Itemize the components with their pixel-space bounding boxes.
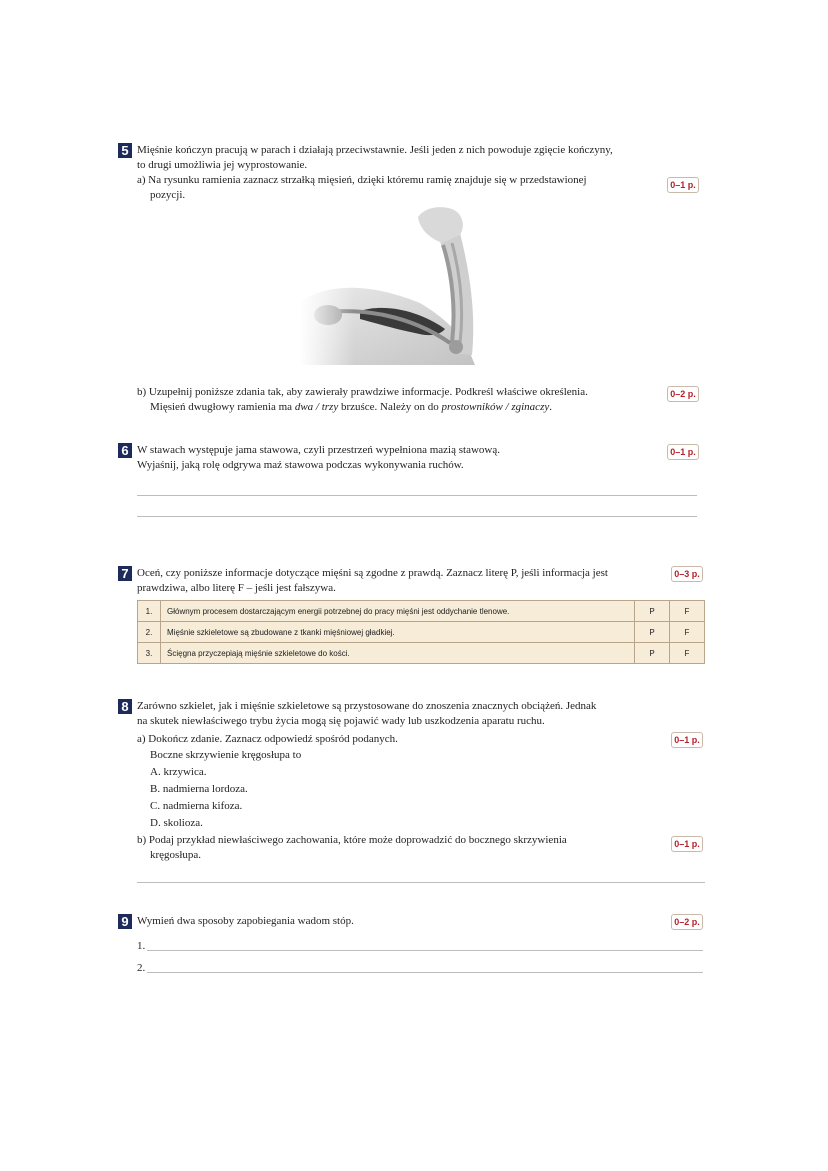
arm-illustration[interactable]	[300, 203, 480, 365]
task-6-line-1: W stawach występuje jama stawowa, czyli przestrzeń wypełniona mazią stawową.	[137, 444, 500, 456]
task-number-badge: 5	[118, 143, 132, 158]
task-number-badge: 6	[118, 443, 132, 458]
option-b[interactable]: B. nadmierna lordoza.	[150, 783, 248, 795]
answer-line-2[interactable]	[147, 972, 703, 973]
false-option[interactable]: F	[670, 643, 705, 664]
task-9-line-1: Wymień dwa sposoby zapobiegania wadom stóp.	[137, 915, 354, 927]
false-option[interactable]: F	[670, 601, 705, 622]
choice-dwa-trzy[interactable]: dwa / trzy	[294, 401, 339, 413]
points-badge-7: 0–3 p.	[671, 566, 703, 582]
option-d[interactable]: D. skolioza.	[150, 817, 203, 829]
points-badge-8b: 0–1 p.	[671, 836, 703, 852]
task-8a-line: a) Dokończ zdanie. Zaznacz odpowiedź spośród podanych.	[137, 733, 398, 745]
table-row	[138, 622, 705, 643]
table-row	[138, 643, 705, 664]
points-badge-5a: 0–1 p.	[667, 177, 699, 193]
answer-line[interactable]	[137, 882, 705, 883]
points-badge-6: 0–1 p.	[667, 444, 699, 460]
task-5b-line-1: b) Uzupełnij poniższe zdania tak, aby zawierały prawdziwe informacje. Podkreśl właściwe określenia.	[137, 386, 588, 398]
points-badge-5b: 0–2 p.	[667, 386, 699, 402]
answer-line-1[interactable]	[147, 950, 703, 951]
option-c[interactable]: C. nadmierna kifoza.	[150, 800, 243, 812]
true-option[interactable]: P	[635, 622, 670, 643]
task-5b-sentence: Mięsień dwugłowy ramienia ma dwa / trzy brzuśce. Należy on do prostowników / zginaczy.	[150, 401, 552, 413]
statement-text: Mięśnie szkieletowe są zbudowane z tkanki mięśniowej gładkiej.	[161, 622, 635, 643]
answer-line[interactable]	[137, 495, 697, 496]
task-5a-line-2: pozycji.	[150, 189, 186, 201]
task-6-line-2: Wyjaśnij, jaką rolę odgrywa maź stawowa podczas wykonywania ruchów.	[137, 459, 464, 471]
row-number: 3.	[138, 643, 161, 664]
task-5-stem-line-2: to drugi umożliwia jej wyprostowanie.	[137, 159, 308, 171]
task-8-line-2: na skutek niewłaściwego trybu życia mogą się pojawić wady lub uszkodzenia aparatu ruchu.	[137, 715, 545, 727]
statement-text: Ścięgna przyczepiają mięśnie szkieletowe do kości.	[161, 643, 635, 664]
true-option[interactable]: P	[635, 643, 670, 664]
true-false-table	[137, 600, 705, 664]
task-8b-line-1: b) Podaj przykład niewłaściwego zachowania, które może doprowadzić do bocznego skrzywienia	[137, 834, 567, 846]
task-8-line-1: Zarówno szkielet, jak i mięśnie szkieletowe są przystosowane do znoszenia znacznych obciążeń. Jednak	[137, 700, 597, 712]
task-5-stem-line-1: Mięśnie kończyn pracują w parach i działają przeciwstawnie. Jeśli jeden z nich powoduje zgięcie kończyny,	[137, 144, 613, 156]
points-badge-9: 0–2 p.	[671, 914, 703, 930]
table-row	[138, 601, 705, 622]
task-5	[118, 143, 708, 203]
choice-prostownikow-zginaczy[interactable]: prostowników / zginaczy	[441, 401, 550, 413]
true-option[interactable]: P	[635, 601, 670, 622]
task-8b-line-2: kręgosłupa.	[150, 849, 202, 861]
row-number: 1.	[138, 601, 161, 622]
task-5b	[118, 385, 708, 415]
task-number-badge: 8	[118, 699, 132, 714]
statement-text: Głównym procesem dostarczającym energii potrzebnej do pracy mięśni jest oddychanie tlenowe.	[161, 601, 635, 622]
points-badge-8a: 0–1 p.	[671, 732, 703, 748]
task-6	[118, 443, 708, 473]
task-7	[118, 566, 708, 596]
task-9	[118, 914, 708, 929]
row-number: 2.	[138, 622, 161, 643]
answer-number-1: 1.	[137, 940, 146, 952]
task-8	[118, 699, 708, 863]
task-7-line-2: prawdziwa, albo literę F – jeśli jest fałszywa.	[137, 582, 336, 594]
option-a[interactable]: A. krzywica.	[150, 766, 207, 778]
task-5a-line-1: a) Na rysunku ramienia zaznacz strzałką mięsień, dzięki któremu ramię znajduje się w przedstawionej	[137, 174, 587, 186]
task-number-badge: 9	[118, 914, 132, 929]
task-7-line-1: Oceń, czy poniższe informacje dotyczące mięśni są zgodne z prawdą. Zaznacz literę P, jeśli informacja jest	[137, 567, 608, 579]
answer-line[interactable]	[137, 516, 697, 517]
task-8a-prompt: Boczne skrzywienie kręgosłupa to	[150, 749, 302, 761]
task-number-badge: 7	[118, 566, 132, 581]
answer-number-2: 2.	[137, 962, 146, 974]
false-option[interactable]: F	[670, 622, 705, 643]
